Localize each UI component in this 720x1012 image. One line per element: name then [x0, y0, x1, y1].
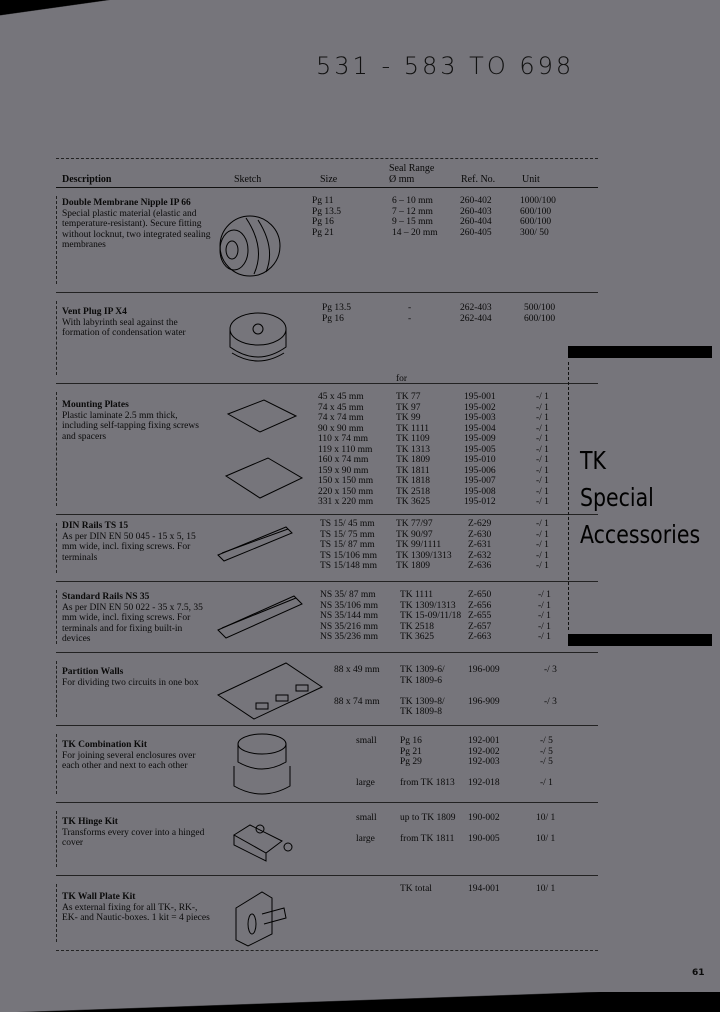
header-seal-range: Seal Range [389, 163, 435, 174]
table-row-wall-plate-kit: TK Wall Plate Kit As external fixing for all TK-, RK-, EK- and Nautic-boxes. 1 kit = 4 pieces TK total 194-001 10/ 1 [56, 876, 598, 951]
accessories-table [56, 158, 598, 951]
standard-rail-sketch-icon [216, 590, 306, 640]
table-row-membrane-nipple [56, 188, 598, 293]
handwritten-page-range: 531 - 583 TO 698 [316, 52, 575, 80]
section-title: TK Special Accessories [580, 446, 701, 549]
row-description: TK Wall Plate Kit As external fixing for all TK-, RK-, EK- and Nautic-boxes. 1 kit = 4 pieces [62, 892, 210, 923]
scan-corner-shadow [0, 0, 110, 22]
hinge-kit-sketch-icon [232, 817, 296, 863]
row-description: Partition Walls For dividing two circuits in one box [62, 667, 199, 688]
header-unit: Unit [522, 174, 540, 185]
row-description: TK Combination Kit For joining several enclosures over each other and next to each other [62, 740, 196, 771]
header-ref-no: Ref. No. [461, 174, 496, 185]
page-number: 61 [692, 968, 705, 978]
row-text: Special plastic material (elastic and temperature-resistant). Secure fitting without locknut, two integrated sealing membranes [62, 208, 211, 250]
table-row-partition-walls: Partition Walls For dividing two circuits in one box 88 x 49 mm 88 x 74 mm TK 1309-6/ TK 1809-6 TK 1309-8/ TK 1809-8 196-009 196-909 -/ 3 -/ 3 [56, 653, 598, 726]
section-title-block [568, 346, 712, 646]
top-black-bar [568, 346, 712, 358]
header-sketch: Sketch [234, 174, 262, 185]
size-column: Pg 11 Pg 13.5 Pg 16 Pg 21 [312, 196, 342, 238]
vent-plug-sketch-icon [224, 309, 294, 369]
seal-column: 6 – 10 mm 7 – 12 mm 9 – 15 mm 14 – 20 mm [392, 196, 438, 238]
table-row-din-rails: DIN Rails TS 15 As per DIN EN 50 045 - 15 x 5, 15 mm wide, incl. fixing screws. For terminals TS 15/ 45 mm TS 15/ 75 mm TS 15/ 87 mm TS 15/106 mm TS 15/148 mm TK 77/97 TK 90/97 TK 99/1111 TK 1309/1313 TK 1809 Z-629 Z-630 Z-631 Z-632 Z-636 -/ 1 -/ 1 -/ 1 -/ 1 -/ 1 [56, 515, 598, 582]
table-row-vent-plug: Vent Plug IP X4 With labyrinth seal against the formation of condensation water Pg 13.5 Pg 16 - - 262-403 262-404 500/100 600/100 [56, 293, 598, 384]
row-description [62, 307, 212, 339]
header-size: Size [320, 174, 338, 185]
unit-column: 1000/100 600/100 600/100 300/ 50 [520, 196, 556, 238]
row-description: TK Hinge Kit Transforms every cover into a hinged cover [62, 817, 205, 848]
row-title: Double Membrane Nipple IP 66 [62, 198, 191, 208]
bottom-black-bar [568, 634, 712, 646]
row-description [62, 400, 212, 442]
header-for: for [396, 374, 408, 384]
membrane-nipple-sketch-icon [206, 208, 286, 278]
row-text: With labyrinth seal against the formation of condensation water [62, 317, 186, 338]
row-text: Plastic laminate 2.5 mm thick, including self-tapping fixing screws and spacers [62, 410, 199, 442]
row-description: DIN Rails TS 15 As per DIN EN 50 045 - 15 x 5, 15 mm wide, incl. fixing screws. For terminals [62, 521, 196, 563]
divider-line [568, 362, 569, 630]
row-title: Vent Plug IP X4 [62, 307, 127, 317]
row-description [62, 198, 212, 251]
ref-column: 260-402 260-403 260-404 260-405 [460, 196, 492, 238]
combination-kit-sketch-icon [232, 730, 294, 800]
table-header [56, 158, 598, 188]
scan-bottom-shadow [0, 992, 720, 1012]
header-seal-unit: Ø mm [389, 174, 415, 185]
mounting-plate-sketch-icon [224, 398, 304, 508]
wall-plate-kit-sketch-icon [232, 884, 296, 948]
table-row-combination-kit: TK Combination Kit For joining several enclosures over each other and next to each other small large Pg 16 Pg 21 Pg 29 from TK 1813 192-001 192-002 192-003 192-018 -/ 5 -/ 5 -/ 5 -/ 1 [56, 726, 598, 803]
table-row-mounting-plates: for Mounting Plates Plastic laminate 2.5 mm thick, including self-tapping fixing screws and spacers 45 x 45 mm 74 x 45 mm 74 x 74 mm 90 x 90 mm 110 x 74 mm 119 x 110 mm 160 x 74 mm 159 x 90 mm 150 x 150 mm 220 x 150 mm 331 x 220 mm TK 77 TK 97 TK 99 TK 1111 TK 1109 TK 1313 TK 1809 TK 1811 TK 1818 TK 2518 TK 3625 195-001 195-002 195-003 195-004 195-009 195-005 195-010 195-006 195-007 195-008 195-012 -/ 1 -/ 1 -/ 1 -/ 1 -/ 1 -/ 1 -/ 1 -/ 1 -/ 1 -/ 1 -/ 1 [56, 384, 598, 515]
table-row-standard-rails: Standard Rails NS 35 As per DIN EN 50 022 - 35 x 7.5, 35 mm wide, incl. fixing screws. For terminals and for fixing built-in devices NS 35/ 87 mm NS 35/106 mm NS 35/144 mm NS 35/216 mm NS 35/236 mm TK 1111 TK 1309/1313 TK 15-09/11/18 TK 2518 TK 3625 Z-650 Z-656 Z-655 Z-657 Z-663 -/ 1 -/ 1 -/ 1 -/ 1 -/ 1 [56, 582, 598, 653]
header-description: Description [62, 174, 112, 185]
table-row-hinge-kit: TK Hinge Kit Transforms every cover into a hinged cover small large up to TK 1809 from TK 1811 190-002 190-005 10/ 1 10/ 1 [56, 803, 598, 876]
row-description: Standard Rails NS 35 As per DIN EN 50 022 - 35 x 7.5, 35 mm wide, incl. fixing screws. For terminals and for fixing built-in devices [62, 592, 203, 644]
partition-wall-sketch-icon [216, 659, 326, 721]
row-title: Mounting Plates [62, 400, 129, 410]
din-rail-sketch-icon [216, 523, 296, 563]
